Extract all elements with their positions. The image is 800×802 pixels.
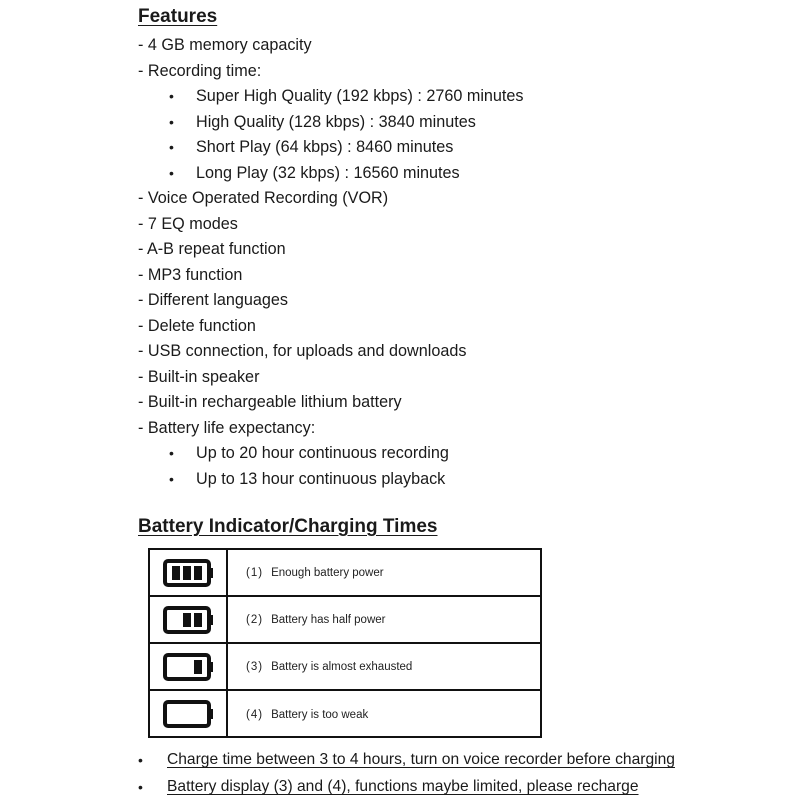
features-heading: Features xyxy=(138,6,218,27)
battery-heading: Battery Indicator/Charging Times xyxy=(138,516,438,537)
list-item: - Built-in speaker xyxy=(138,367,260,386)
list-item: • Up to 20 hour continuous recording xyxy=(138,441,524,467)
battery-empty-icon xyxy=(163,698,215,730)
list-item: - Battery life expectancy: xyxy=(138,418,316,437)
bullet-icon: • xyxy=(169,445,174,461)
bullet-icon: • xyxy=(169,470,174,487)
bullet-icon: • xyxy=(169,88,174,104)
table-row xyxy=(150,644,540,691)
bullet-icon: • xyxy=(138,779,143,795)
list-item: - Different languages xyxy=(138,291,288,309)
list-item: • Short Play (64 kbps) : 8460 minutes xyxy=(138,135,524,161)
list-item: - 7 EQ modes xyxy=(138,214,238,233)
list-item: • Up to 13 hour continuous playback xyxy=(138,467,524,493)
list-item: - USB connection, for uploads and downloads xyxy=(138,342,467,360)
charging-notes xyxy=(138,748,675,802)
battery-half-icon xyxy=(150,597,228,642)
list-item: - Built-in rechargeable lithium battery xyxy=(138,393,402,411)
list-item: - Recording time: xyxy=(138,61,262,80)
table-row xyxy=(150,550,540,597)
features-list xyxy=(138,33,524,492)
table-row xyxy=(150,691,540,738)
battery-full-icon xyxy=(163,557,215,589)
battery-status-text: (4) Battery is too weak xyxy=(246,708,369,721)
list-item: • Charge time between 3 to 4 hours, turn on voice recorder before charging xyxy=(138,748,675,775)
list-item: • Long Play (32 kbps) : 16560 minutes xyxy=(138,161,524,187)
battery-status-text: (2) Battery has half power xyxy=(246,613,386,626)
list-item: - Delete function xyxy=(138,316,256,335)
battery-status-text: (3) Battery is almost exhausted xyxy=(246,660,413,673)
bullet-icon: • xyxy=(169,113,174,130)
list-item: - A-B repeat function xyxy=(138,240,286,258)
bullet-icon: • xyxy=(169,164,174,181)
battery-half-icon xyxy=(163,604,215,636)
list-item: • Battery display (3) and (4), functions maybe limited, please recharge xyxy=(138,775,675,802)
table-row xyxy=(150,597,540,644)
list-item: - Voice Operated Recording (VOR) xyxy=(138,189,389,207)
bullet-icon: • xyxy=(169,139,174,155)
list-item: • High Quality (128 kbps) : 3840 minutes xyxy=(138,110,524,136)
list-item: • Super High Quality (192 kbps) : 2760 minutes xyxy=(138,84,524,110)
list-item: - MP3 function xyxy=(138,265,243,284)
battery-empty-icon xyxy=(150,691,228,738)
battery-low-icon xyxy=(150,644,228,689)
battery-indicator-table xyxy=(148,548,542,738)
battery-status-text: (1) Enough battery power xyxy=(246,566,384,579)
list-item: - 4 GB memory capacity xyxy=(138,36,312,54)
battery-low-icon xyxy=(163,651,215,683)
battery-full-icon xyxy=(150,550,228,595)
bullet-icon: • xyxy=(138,752,143,768)
